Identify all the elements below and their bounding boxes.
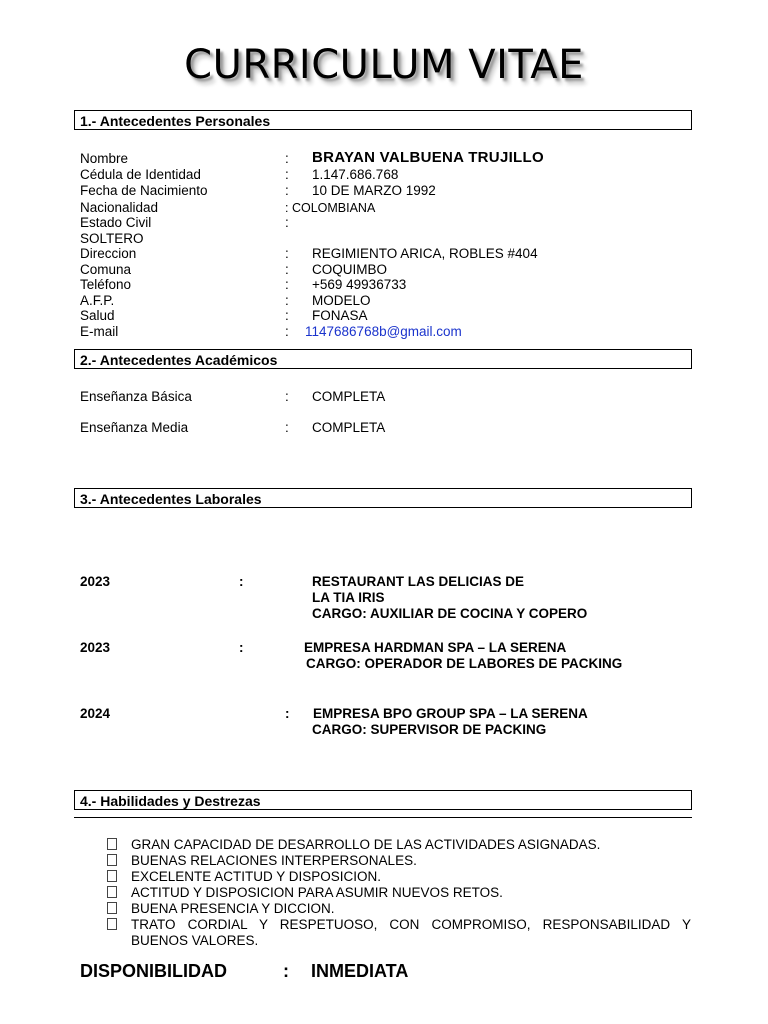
work-line: CARGO: OPERADOR DE LABORES DE PACKING xyxy=(306,656,623,671)
separator: : xyxy=(285,167,289,182)
cedula-label: Cédula de Identidad xyxy=(80,167,201,182)
skill-item: ACTITUD Y DISPOSICION PARA ASUMIR NUEVOS RETOS. xyxy=(131,885,503,900)
estado-civil-label: Estado Civil xyxy=(80,215,152,230)
fecha-value: 10 DE MARZO 1992 xyxy=(312,183,436,198)
skill-item: BUENAS RELACIONES INTERPERSONALES. xyxy=(131,853,417,868)
separator: : xyxy=(285,293,289,308)
afp-label: A.F.P. xyxy=(80,293,115,308)
basica-label: Enseñanza Básica xyxy=(80,389,192,404)
availability-label: DISPONIBILIDAD xyxy=(80,961,228,981)
separator: : xyxy=(285,183,289,198)
telefono-value: +569 49936733 xyxy=(312,277,407,292)
bullet-icon xyxy=(107,918,117,930)
section-header-skills: 4.- Habilidades y Destrezas xyxy=(74,790,692,810)
separator: : xyxy=(285,420,289,435)
separator: : xyxy=(283,961,289,981)
separator: : xyxy=(285,324,289,339)
bullet-icon xyxy=(107,838,117,850)
work-line: RESTAURANT LAS DELICIAS DE xyxy=(312,574,525,589)
separator: : xyxy=(285,215,289,230)
separator: : xyxy=(239,640,244,655)
separator: : xyxy=(285,246,289,261)
separator: : xyxy=(285,308,289,323)
salud-label: Salud xyxy=(80,308,115,323)
skill-item: GRAN CAPACIDAD DE DESARROLLO DE LAS ACTIVIDADES ASIGNADAS. xyxy=(131,837,601,852)
separator: : xyxy=(285,706,290,721)
comuna-value: COQUIMBO xyxy=(312,262,388,277)
separator: : xyxy=(239,574,244,589)
section-header-academic: 2.- Antecedentes Académicos xyxy=(74,349,692,369)
work-line: EMPRESA HARDMAN SPA – LA SERENA xyxy=(304,640,567,655)
basica-value: COMPLETA xyxy=(312,389,386,404)
telefono-label: Teléfono xyxy=(80,277,132,292)
bullet-icon xyxy=(107,854,117,866)
email-value[interactable]: 1147686768b@gmail.com xyxy=(305,324,462,339)
direccion-value: REGIMIENTO ARICA, ROBLES #404 xyxy=(312,246,538,261)
work-year: 2023 xyxy=(80,640,111,655)
fecha-label: Fecha de Nacimiento xyxy=(80,183,208,198)
section-header-personal: 1.- Antecedentes Personales xyxy=(74,110,692,130)
bullet-icon xyxy=(107,902,117,914)
salud-value: FONASA xyxy=(312,308,368,323)
section-header-work: 3.- Antecedentes Laborales xyxy=(74,488,692,508)
direccion-label: Direccion xyxy=(80,246,137,261)
bullet-icon xyxy=(107,870,117,882)
work-year: 2023 xyxy=(80,574,111,589)
skill-item: BUENA PRESENCIA Y DICCION. xyxy=(131,901,335,916)
skill-item: EXCELENTE ACTITUD Y DISPOSICION. xyxy=(131,869,382,884)
media-value: COMPLETA xyxy=(312,420,386,435)
work-line: CARGO: SUPERVISOR DE PACKING xyxy=(312,722,547,737)
nombre-value: BRAYAN VALBUENA TRUJILLO xyxy=(312,149,544,166)
work-year: 2024 xyxy=(80,706,111,721)
estado-civil-value: SOLTERO xyxy=(80,231,144,246)
nombre-label: Nombre xyxy=(80,151,129,166)
work-line: CARGO: AUXILIAR DE COCINA Y COPERO xyxy=(312,606,588,621)
separator: : xyxy=(285,151,289,166)
nacionalidad-label: Nacionalidad xyxy=(80,200,159,215)
separator: : xyxy=(285,389,289,404)
separator: : xyxy=(285,262,289,277)
work-line: LA TIA IRIS xyxy=(312,590,385,605)
afp-value: MODELO xyxy=(312,293,371,308)
page-title: CURRICULUM VITAE xyxy=(184,42,584,88)
bullet-icon xyxy=(107,886,117,898)
work-line: EMPRESA BPO GROUP SPA – LA SERENA xyxy=(313,706,588,721)
separator: : xyxy=(285,277,289,292)
cedula-value: 1.147.686.768 xyxy=(312,167,399,182)
skill-item: TRATO CORDIAL Y RESPETUOSO, CON COMPROMISO, RESPONSABILIDAD Y BUENOS VALORES. xyxy=(131,917,691,948)
comuna-label: Comuna xyxy=(80,262,132,277)
nacionalidad-value: : COLOMBIANA xyxy=(285,201,376,215)
availability-value: INMEDIATA xyxy=(311,961,409,981)
divider xyxy=(74,817,692,818)
media-label: Enseñanza Media xyxy=(80,420,189,435)
email-label: E-mail xyxy=(80,324,119,339)
